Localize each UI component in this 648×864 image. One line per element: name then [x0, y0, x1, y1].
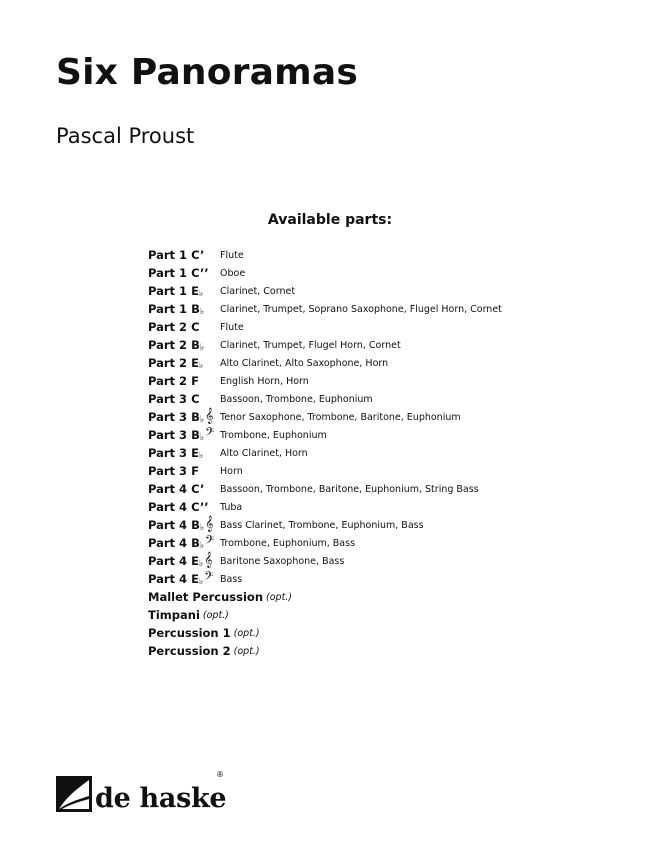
part-label: Part 3 B♭𝄢 — [148, 426, 215, 443]
part-row — [148, 462, 502, 480]
part-row — [148, 480, 502, 498]
part-label: Part 3 F — [148, 464, 199, 478]
optional-note: (opt.) — [233, 645, 260, 657]
extra-part-label: Percussion 1 — [148, 626, 231, 640]
part-label: Part 4 B♭𝄞 — [148, 516, 214, 533]
accidental: ♭ — [199, 523, 205, 533]
part-instruments: Tuba — [220, 501, 243, 513]
part-instruments: Flute — [220, 249, 244, 261]
de-haske-logo-icon — [56, 776, 92, 812]
accidental: ♭ — [199, 541, 205, 551]
extra-part-label: Mallet Percussion — [148, 590, 264, 604]
part-label: Part 2 B♭ — [148, 338, 205, 353]
part-row — [148, 246, 502, 264]
clef-icon: 𝄞 — [204, 552, 213, 568]
publisher-name: de haske — [95, 783, 227, 814]
part-label: Part 1 E♭ — [148, 284, 204, 299]
accidental: ♭ — [198, 289, 204, 299]
part-instruments: English Horn, Horn — [220, 375, 309, 387]
extra-part-row — [148, 642, 502, 660]
part-label: Part 2 E♭ — [148, 356, 204, 371]
part-label: Part 1 C’ — [148, 248, 205, 262]
part-row — [148, 390, 502, 408]
accidental: ♭ — [199, 307, 205, 317]
part-row — [148, 516, 502, 534]
score-title: Six Panoramas — [56, 52, 358, 93]
part-row — [148, 264, 502, 282]
part-label: Part 4 C’ — [148, 482, 205, 496]
part-instruments: Alto Clarinet, Alto Saxophone, Horn — [220, 357, 389, 369]
extra-part-label: Timpani — [148, 608, 200, 622]
clef-icon: 𝄞 — [205, 516, 214, 532]
part-instruments: Bass Clarinet, Trombone, Euphonium, Bass — [220, 519, 424, 531]
part-instruments: Clarinet, Trumpet, Soprano Saxophone, Flugel Horn, Cornet — [220, 303, 502, 315]
part-row — [148, 282, 502, 300]
composer-name: Pascal Proust — [56, 124, 195, 148]
part-instruments: Bassoon, Trombone, Baritone, Euphonium, String Bass — [220, 483, 479, 495]
optional-note: (opt.) — [266, 591, 293, 603]
part-label: Part 2 C — [148, 320, 200, 334]
part-instruments: Bassoon, Trombone, Euphonium — [220, 393, 373, 405]
part-label: Part 1 B♭ — [148, 302, 205, 317]
part-row — [148, 552, 502, 570]
extra-part-row — [148, 588, 502, 606]
part-instruments: Clarinet, Cornet — [220, 285, 296, 297]
part-label: Part 4 B♭𝄢 — [148, 534, 215, 551]
publisher-logo — [56, 770, 227, 814]
part-label: Part 3 E♭ — [148, 446, 204, 461]
part-row — [148, 318, 502, 336]
part-row — [148, 570, 502, 588]
extra-part-label: Percussion 2 — [148, 644, 231, 658]
part-row — [148, 408, 502, 426]
part-row — [148, 498, 502, 516]
optional-note: (opt.) — [233, 627, 260, 639]
part-label: Part 1 C’’ — [148, 266, 209, 280]
part-instruments: Bass — [220, 573, 243, 585]
part-instruments: Baritone Saxophone, Bass — [220, 555, 345, 567]
part-instruments: Clarinet, Trumpet, Flugel Horn, Cornet — [220, 339, 401, 351]
accidental: ♭ — [198, 577, 204, 587]
part-instruments: Tenor Saxophone, Trombone, Baritone, Euphonium — [220, 411, 461, 423]
part-instruments: Flute — [220, 321, 244, 333]
available-parts-heading: Available parts: — [267, 212, 393, 228]
part-row — [148, 354, 502, 372]
part-label: Part 4 E♭𝄞 — [148, 552, 213, 569]
accidental: ♭ — [198, 559, 204, 569]
extra-part-row — [148, 624, 502, 642]
part-row — [148, 336, 502, 354]
accidental: ♭ — [199, 433, 205, 443]
extra-part-row — [148, 606, 502, 624]
accidental: ♭ — [199, 343, 205, 353]
part-instruments: Horn — [220, 465, 243, 477]
part-row — [148, 372, 502, 390]
part-label: Part 4 E♭𝄢 — [148, 570, 214, 587]
part-row — [148, 444, 502, 462]
accidental: ♭ — [199, 415, 205, 425]
part-label: Part 3 C — [148, 392, 200, 406]
accidental: ♭ — [198, 451, 204, 461]
part-instruments: Oboe — [220, 267, 246, 279]
part-row — [148, 534, 502, 552]
clef-icon: 𝄢 — [205, 426, 215, 442]
clef-icon: 𝄞 — [205, 408, 214, 424]
optional-note: (opt.) — [202, 609, 229, 621]
part-row — [148, 300, 502, 318]
part-instruments: Trombone, Euphonium — [220, 429, 327, 441]
part-row — [148, 426, 502, 444]
part-label: Part 3 B♭𝄞 — [148, 408, 214, 425]
clef-icon: 𝄢 — [204, 570, 214, 586]
part-label: Part 4 C’’ — [148, 500, 209, 514]
parts-list — [148, 246, 502, 660]
accidental: ♭ — [198, 361, 204, 371]
part-instruments: Alto Clarinet, Horn — [220, 447, 308, 459]
part-instruments: Trombone, Euphonium, Bass — [220, 537, 356, 549]
clef-icon: 𝄢 — [205, 534, 215, 550]
registered-mark: ® — [216, 770, 224, 779]
part-label: Part 2 F — [148, 374, 199, 388]
